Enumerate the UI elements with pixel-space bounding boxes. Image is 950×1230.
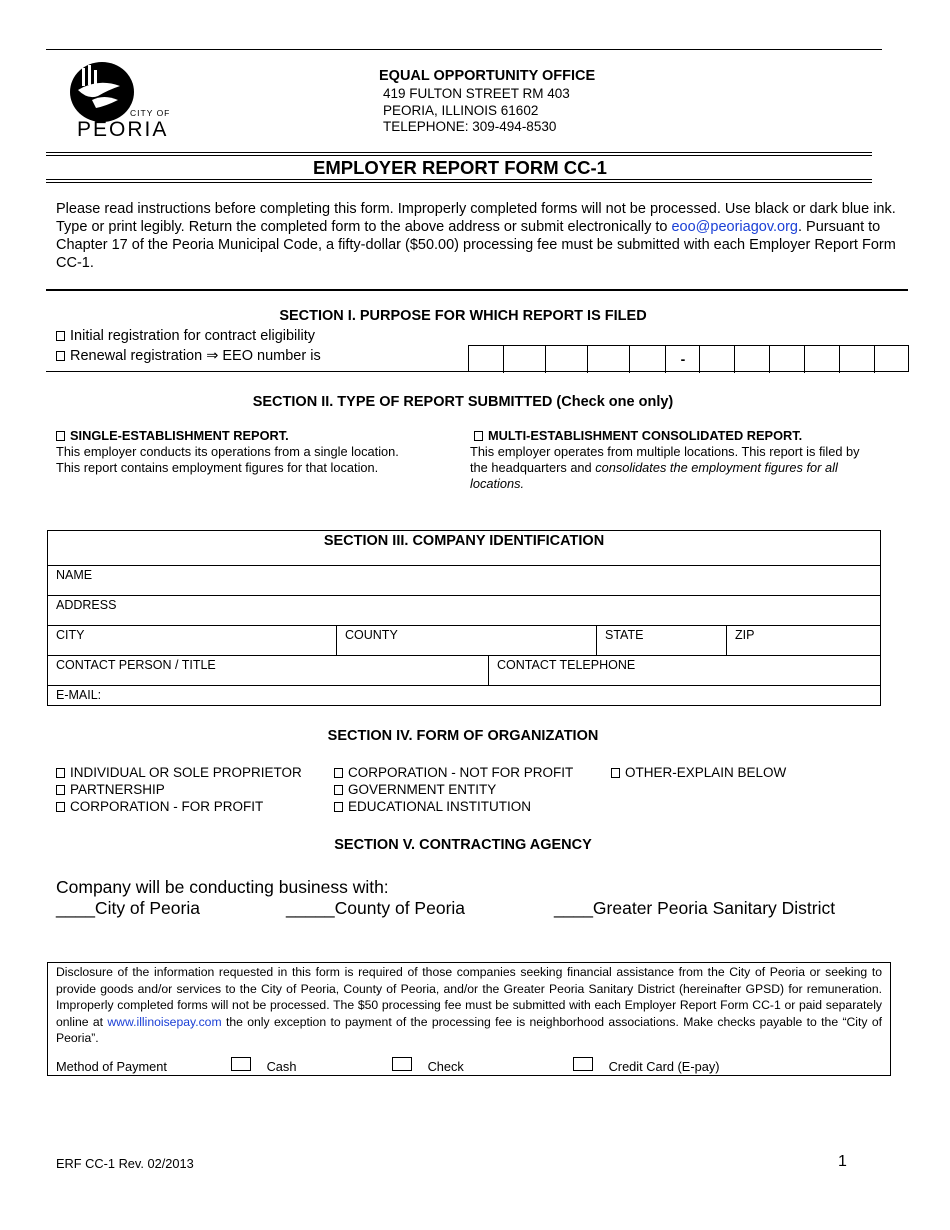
- eeo-dash-box: -: [665, 346, 700, 373]
- org-option[interactable]: [56, 782, 165, 797]
- multi-desc-plain: This employer operates from multiple locations. This report is filed by the headquarters and: [470, 444, 860, 475]
- org-checkbox[interactable]: [334, 768, 343, 778]
- eeo-digit-box[interactable]: [839, 346, 874, 373]
- logo-big-text: PEORIA: [77, 118, 169, 141]
- address-field[interactable]: [48, 595, 880, 625]
- disclosure-text: [56, 964, 882, 1047]
- intro-text-end: . Pursuant to Chapter 17 of the Peoria Municipal Code, a fifty-dollar ($50.00) processing fee must be submitted with each Employer Report Form CC-1.: [56, 219, 896, 271]
- org-option-label: PARTNERSHIP: [70, 782, 165, 797]
- contact-person-label: CONTACT PERSON / TITLE: [56, 658, 216, 672]
- eeo-digit-box[interactable]: [469, 346, 504, 373]
- eeo-digit-box[interactable]: [734, 346, 769, 373]
- email-link[interactable]: eoo@peoriagov.org: [671, 219, 798, 235]
- multi-establishment-description: [470, 444, 880, 492]
- revision-label: ERF CC-1 Rev. 02/2013: [56, 1156, 194, 1171]
- initial-checkbox[interactable]: [56, 331, 65, 341]
- email-label: E-MAIL:: [56, 688, 102, 702]
- org-option[interactable]: [334, 799, 531, 814]
- check-label: Check: [427, 1059, 464, 1074]
- eeo-digit-box[interactable]: [874, 346, 909, 373]
- contact-telephone-label: CONTACT TELEPHONE: [497, 658, 636, 672]
- option-initial-label: Initial registration for contract eligibility: [70, 328, 315, 344]
- epay-link[interactable]: www.illinoisepay.com: [107, 1014, 222, 1029]
- option-renewal-registration[interactable]: [56, 348, 321, 364]
- address-label: ADDRESS: [56, 598, 117, 612]
- contracting-lead: Company will be conducting business with:: [56, 877, 389, 897]
- check-option[interactable]: [392, 1057, 464, 1074]
- single-establishment-description: This employer conducts its operations from a single location. This report contains employment figures for that location.: [56, 444, 399, 475]
- eeo-digit-box[interactable]: [587, 346, 622, 373]
- org-option[interactable]: [56, 765, 302, 780]
- county-field[interactable]: [336, 625, 596, 655]
- org-option-label: EDUCATIONAL INSTITUTION: [348, 799, 532, 814]
- section5-heading: SECTION V. CONTRACTING AGENCY: [334, 837, 592, 853]
- org-option-label: GOVERNMENT ENTITY: [348, 782, 497, 797]
- org-checkbox[interactable]: [56, 802, 65, 812]
- cash-label: Cash: [266, 1059, 297, 1074]
- email-field[interactable]: [48, 685, 880, 705]
- disclosure-text-start: Disclosure of the information requested in this form is required of those companies seeking financial assistance from the City of Peoria or seeking to provide goods and/or services to the City of Peoria, County of Peoria, and/or the Greater Peoria Sanitary District (hereinafter GPSD) for remuneration. Improperly completed forms will not be processed. The $50 processing fee must be submitted with each Employer Report Form CC-1 or paid separately online at: [56, 965, 882, 1029]
- title-rule-top-2: [46, 155, 872, 156]
- cash-checkbox[interactable]: [231, 1057, 251, 1071]
- city-label: CITY: [56, 628, 85, 642]
- agency-county-of-peoria[interactable]: _____County of Peoria: [286, 898, 466, 918]
- org-checkbox[interactable]: [56, 785, 65, 795]
- option-initial-registration[interactable]: [56, 328, 315, 344]
- form-title: EMPLOYER REPORT FORM CC-1: [313, 157, 607, 178]
- name-label: NAME: [56, 568, 93, 582]
- section4-heading: SECTION IV. FORM OF ORGANIZATION: [327, 728, 599, 744]
- section1-baseline: [46, 371, 470, 372]
- office-address-line2: PEORIA, ILLINOIS 61602: [383, 103, 539, 118]
- renewal-checkbox[interactable]: [56, 351, 65, 361]
- eeo-digit-box[interactable]: [699, 346, 734, 373]
- zip-field[interactable]: [726, 625, 880, 655]
- intro-paragraph: [56, 200, 906, 272]
- org-checkbox[interactable]: [56, 768, 65, 778]
- contact-person-field[interactable]: [48, 655, 488, 685]
- title-rule-bottom-1: [46, 179, 872, 180]
- org-option[interactable]: [334, 765, 573, 780]
- top-rule: [46, 49, 882, 50]
- intro-text-start: Please read instructions before completing this form. Improperly completed forms will not be processed. Use black or dark blue ink. Type or print legibly. Return the completed form to the above address or submit electronically to: [56, 201, 896, 235]
- office-address-line1: 419 FULTON STREET RM 403: [383, 86, 570, 101]
- single-establishment-checkbox[interactable]: [56, 431, 65, 441]
- page-number: 1: [838, 1153, 847, 1170]
- company-identification-table: [47, 530, 881, 706]
- section1-heading: SECTION I. PURPOSE FOR WHICH REPORT IS FILED: [279, 308, 647, 324]
- credit-card-option[interactable]: [573, 1057, 720, 1074]
- check-checkbox[interactable]: [392, 1057, 412, 1071]
- multi-establishment-option[interactable]: [470, 428, 880, 492]
- eeo-digit-box[interactable]: [503, 346, 538, 373]
- credit-card-checkbox[interactable]: [573, 1057, 593, 1071]
- logo-small-text: CITY OF: [130, 108, 171, 118]
- office-title: EQUAL OPPORTUNITY OFFICE: [379, 68, 596, 84]
- zip-label: ZIP: [735, 628, 755, 642]
- org-option-label: OTHER-EXPLAIN BELOW: [625, 765, 787, 780]
- single-establishment-option[interactable]: [56, 428, 426, 476]
- method-of-payment-label: Method of Payment: [56, 1059, 167, 1074]
- org-checkbox[interactable]: [611, 768, 620, 778]
- multi-desc-italic: consolidates the employment figures for all locations.: [470, 460, 838, 491]
- org-checkbox[interactable]: [334, 785, 343, 795]
- title-rule-bottom-2: [46, 182, 872, 183]
- eeo-digit-box[interactable]: [804, 346, 839, 373]
- eeo-number-boxes[interactable]: [468, 345, 909, 372]
- org-option-label: CORPORATION - NOT FOR PROFIT: [348, 765, 574, 780]
- agency-gpsd[interactable]: ____Greater Peoria Sanitary District: [554, 898, 836, 918]
- multi-establishment-checkbox[interactable]: [474, 431, 483, 441]
- disclosure-box: [47, 962, 891, 1076]
- city-logo: [68, 60, 180, 142]
- contact-telephone-field[interactable]: [488, 655, 880, 685]
- county-label: COUNTY: [345, 628, 398, 642]
- org-option-label: INDIVIDUAL OR SOLE PROPRIETOR: [70, 765, 302, 780]
- eeo-digit-box[interactable]: [629, 346, 664, 373]
- eeo-digit-box[interactable]: [769, 346, 804, 373]
- option-renewal-label: Renewal registration ⇒ EEO number is: [70, 348, 321, 364]
- credit-card-label: Credit Card (E-pay): [608, 1059, 720, 1074]
- state-field[interactable]: [596, 625, 726, 655]
- title-rule-top-1: [46, 152, 872, 153]
- office-telephone: TELEPHONE: 309-494-8530: [383, 119, 557, 134]
- org-option[interactable]: [334, 782, 496, 797]
- state-label: STATE: [605, 628, 644, 642]
- org-option[interactable]: [56, 799, 263, 814]
- org-checkbox[interactable]: [334, 802, 343, 812]
- cash-option[interactable]: [231, 1057, 296, 1074]
- city-field[interactable]: [48, 625, 336, 655]
- agency-city-of-peoria[interactable]: ____City of Peoria: [56, 898, 200, 918]
- intro-rule: [46, 289, 908, 291]
- single-establishment-title: SINGLE-ESTABLISHMENT REPORT.: [70, 428, 289, 443]
- eeo-digit-box[interactable]: [545, 346, 580, 373]
- section3-heading: SECTION III. COMPANY IDENTIFICATION: [323, 533, 605, 549]
- section2-heading: SECTION II. TYPE OF REPORT SUBMITTED (Check one only): [252, 394, 674, 410]
- name-field[interactable]: [48, 565, 880, 595]
- org-option[interactable]: [611, 765, 786, 780]
- multi-establishment-title: MULTI-ESTABLISHMENT CONSOLIDATED REPORT.: [488, 428, 803, 443]
- disclosure-text-end: the only exception to payment of the processing fee is neighborhood associations. Make checks payable to the “City of Peoria”.: [56, 1014, 882, 1045]
- org-option-label: CORPORATION - FOR PROFIT: [70, 799, 264, 814]
